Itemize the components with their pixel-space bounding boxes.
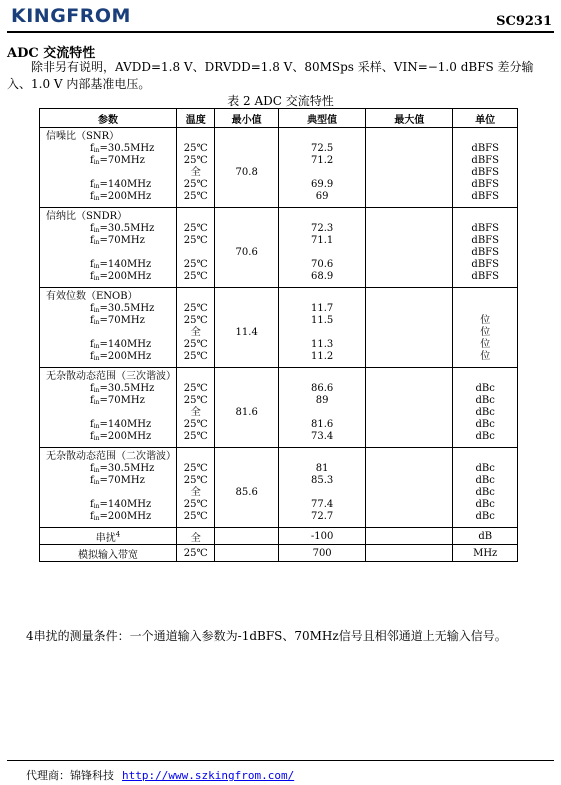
- min-value: [215, 419, 277, 431]
- spec-group-row: [40, 208, 518, 288]
- param-cell: [40, 128, 177, 208]
- typ-value: 11.5: [311, 315, 334, 326]
- min-lines: [215, 371, 277, 443]
- condition-frequency: 140MHz: [107, 259, 152, 270]
- spacer-line: [453, 451, 517, 463]
- subscript-in: in: [93, 227, 100, 234]
- spacer-line: [215, 291, 277, 303]
- temp-value: 全: [190, 407, 201, 418]
- unit-cell: [453, 288, 518, 368]
- unit-value: dBc: [475, 383, 495, 394]
- header-temp: 温度: [177, 109, 215, 128]
- typ-value: 11.7: [311, 303, 334, 314]
- temp-value: 25℃: [183, 315, 208, 326]
- temp-value: 25℃: [183, 463, 208, 474]
- temp-value: [177, 247, 214, 259]
- spacer-line: [215, 451, 277, 463]
- min-value: [215, 339, 277, 351]
- unit-value: 位: [480, 339, 491, 350]
- condition-line: [40, 247, 176, 259]
- subscript-in: in: [93, 319, 100, 326]
- single-param-name: 串扰: [95, 532, 116, 544]
- unit-lines: [453, 211, 517, 283]
- spec-single-row: [40, 545, 518, 562]
- unit-value: dBc: [475, 419, 495, 430]
- condition-line: $f_{in}=140MHz$: [90, 259, 152, 270]
- subscript-in: in: [93, 503, 100, 510]
- header-param: 参数: [40, 109, 177, 128]
- param-lines: [40, 131, 176, 203]
- condition-frequency: 200MHz: [107, 351, 152, 362]
- spacer-line: [279, 131, 365, 143]
- min-value: [215, 223, 277, 235]
- unit-value: dBFS: [471, 179, 499, 190]
- typ-value: 81.6: [311, 419, 334, 430]
- temp-lines: [177, 211, 214, 283]
- subscript-in: in: [93, 263, 100, 270]
- temp-cell: [177, 288, 215, 368]
- temp-cell: [177, 208, 215, 288]
- min-value: 81.6: [235, 407, 258, 418]
- condition-line: [40, 487, 176, 499]
- spacer-line: [453, 211, 517, 223]
- min-value: [215, 395, 277, 407]
- temp-cell: [177, 128, 215, 208]
- param-cell: [40, 448, 177, 528]
- subscript-in: in: [93, 147, 100, 154]
- typ-value: 72.5: [311, 143, 334, 154]
- min-value: [215, 499, 277, 511]
- condition-frequency: 70MHz: [107, 475, 145, 486]
- condition-line: [40, 407, 176, 419]
- condition-line: $f_{in}=70MHz$: [90, 235, 145, 246]
- typ-value: 11.2: [311, 351, 334, 362]
- temp-value: 25℃: [183, 259, 208, 270]
- typ-cell: [278, 208, 365, 288]
- spec-group-row: [40, 368, 518, 448]
- spacer-line: [453, 371, 517, 383]
- typ-cell: [278, 128, 365, 208]
- subscript-in: in: [93, 239, 100, 246]
- single-max-cell: [366, 545, 453, 562]
- unit-value: dBFS: [471, 259, 499, 270]
- condition-frequency: 200MHz: [107, 511, 152, 522]
- param-name: 信纳比（SNDR）: [46, 211, 128, 222]
- min-value: [215, 351, 277, 363]
- subscript-in: in: [93, 479, 100, 486]
- min-value: [215, 143, 277, 155]
- typ-value: 69: [315, 191, 329, 202]
- spacer-line: [453, 291, 517, 303]
- unit-lines: [453, 131, 517, 203]
- unit-cell: [453, 208, 518, 288]
- subscript-in: in: [93, 343, 100, 350]
- temp-value: 25℃: [183, 339, 208, 350]
- spacer-line: [177, 131, 214, 143]
- condition-line: $f_{in}=140MHz$: [90, 179, 152, 190]
- param-lines: [40, 371, 176, 443]
- condition-line: $f_{in}=70MHz$: [90, 155, 145, 166]
- subscript-in: in: [93, 307, 100, 314]
- condition-frequency: 140MHz: [107, 419, 152, 430]
- temp-cell: [177, 368, 215, 448]
- unit-lines: [453, 451, 517, 523]
- spacer-line: [279, 451, 365, 463]
- condition-line: $f_{in}=140MHz$: [90, 499, 152, 510]
- subscript-in: in: [93, 275, 100, 282]
- spec-group-row: [40, 128, 518, 208]
- temp-value: 25℃: [183, 223, 208, 234]
- condition-frequency: 30.5MHz: [107, 383, 155, 394]
- condition-frequency: 70MHz: [107, 395, 145, 406]
- temp-value: 25℃: [183, 143, 208, 154]
- unit-value: 位: [480, 327, 491, 338]
- typ-value: 81: [315, 463, 329, 474]
- condition-line: $f_{in}=200MHz$: [90, 431, 152, 442]
- typ-value: [279, 167, 365, 179]
- condition-frequency: 70MHz: [107, 235, 145, 246]
- unit-lines: [453, 371, 517, 443]
- temp-value: 25℃: [183, 431, 208, 442]
- param-lines: [40, 291, 176, 363]
- condition-line: [40, 167, 176, 179]
- condition-line: $f_{in}=30.5MHz$: [90, 463, 155, 474]
- spec-group-row: [40, 288, 518, 368]
- typ-value: 68.9: [311, 271, 334, 282]
- typ-value: 77.4: [311, 499, 334, 510]
- condition-line: $f_{in}=30.5MHz$: [90, 303, 155, 314]
- condition-line: $f_{in}=70MHz$: [90, 475, 145, 486]
- min-value: [215, 475, 277, 487]
- spacer-line: [279, 371, 365, 383]
- param-name: 信噪比（SNR）: [46, 131, 120, 142]
- min-value: 85.6: [235, 487, 258, 498]
- temp-value: 全: [190, 487, 201, 498]
- min-lines: [215, 211, 277, 283]
- subscript-in: in: [93, 399, 100, 406]
- typ-value: [279, 487, 365, 499]
- single-param-cell: [40, 528, 177, 545]
- unit-value: [453, 303, 517, 315]
- spacer-line: [177, 211, 214, 223]
- unit-cell: [453, 448, 518, 528]
- spacer-line: [279, 211, 365, 223]
- typ-lines: [279, 371, 365, 443]
- condition-frequency: 140MHz: [107, 499, 152, 510]
- unit-value: dBFS: [471, 167, 499, 178]
- unit-lines: [453, 291, 517, 363]
- unit-value: dBFS: [471, 271, 499, 282]
- typ-lines: [279, 291, 365, 363]
- footer-divider: [7, 760, 554, 761]
- typ-lines: [279, 211, 365, 283]
- param-cell: [40, 368, 177, 448]
- spacer-line: [177, 371, 214, 383]
- single-max-cell: [366, 528, 453, 545]
- spacer-line: [177, 451, 214, 463]
- min-value: [215, 191, 277, 203]
- table-body: [40, 128, 518, 562]
- condition-line: [40, 327, 176, 339]
- typ-cell: [278, 288, 365, 368]
- spacer-line: [215, 131, 277, 143]
- temp-value: 25℃: [183, 475, 208, 486]
- typ-value: 89: [315, 395, 329, 406]
- table-caption: 表 2 ADC 交流特性: [227, 94, 334, 108]
- condition-line: $f_{in}=30.5MHz$: [90, 143, 155, 154]
- single-min-cell: [215, 528, 278, 545]
- single-temp-cell: 全: [177, 528, 215, 545]
- max-cell: [366, 288, 453, 368]
- condition-line: $f_{in}=200MHz$: [90, 191, 152, 202]
- typ-value: 71.1: [311, 235, 334, 246]
- min-value: [215, 303, 277, 315]
- condition-frequency: 70MHz: [107, 155, 145, 166]
- max-cell: [366, 368, 453, 448]
- typ-value: 71.2: [311, 155, 334, 166]
- temp-value: 25℃: [183, 351, 208, 362]
- temp-lines: [177, 131, 214, 203]
- unit-value: dBc: [475, 499, 495, 510]
- temp-value: 25℃: [183, 271, 208, 282]
- spec-single-row: [40, 528, 518, 545]
- footnote-ref: 4: [115, 530, 121, 539]
- temp-value: 25℃: [183, 155, 208, 166]
- temp-cell: [177, 448, 215, 528]
- unit-value: 位: [480, 315, 491, 326]
- typ-value: 70.6: [311, 259, 334, 270]
- header-unit: 单位: [453, 109, 518, 128]
- subscript-in: in: [93, 159, 100, 166]
- table-header-row: [40, 109, 518, 128]
- typ-value: 69.9: [311, 179, 334, 190]
- typ-cell: [278, 448, 365, 528]
- temp-value: 25℃: [183, 419, 208, 430]
- typ-value: [279, 407, 365, 419]
- subscript-in: in: [93, 183, 100, 190]
- typ-value: 72.3: [311, 223, 334, 234]
- condition-frequency: 30.5MHz: [107, 303, 155, 314]
- subscript-in: in: [93, 435, 100, 442]
- agent-label: 代理商：锦锋科技: [26, 769, 114, 782]
- temp-value: 25℃: [183, 179, 208, 190]
- min-cell: [215, 368, 278, 448]
- single-param-cell: [40, 545, 177, 562]
- min-value: [215, 315, 277, 327]
- page-header: [7, 2, 554, 32]
- condition-line: $f_{in}=30.5MHz$: [90, 223, 155, 234]
- condition-line: $f_{in}=30.5MHz$: [90, 383, 155, 394]
- max-cell: [366, 448, 453, 528]
- page-footer: [26, 767, 294, 783]
- unit-value: dBc: [475, 487, 495, 498]
- min-cell: [215, 448, 278, 528]
- condition-frequency: 200MHz: [107, 431, 152, 442]
- footnote: 4串扰的测量条件：一个通道输入参数为-1dBFS、70MHz信号且相邻通道上无输入信号。: [26, 629, 507, 643]
- typ-value: 11.3: [311, 339, 334, 350]
- header-min: 最小值: [215, 109, 278, 128]
- unit-cell: [453, 368, 518, 448]
- subscript-in: in: [93, 423, 100, 430]
- condition-frequency: 30.5MHz: [107, 463, 155, 474]
- min-cell: [215, 128, 278, 208]
- temp-value: 25℃: [183, 235, 208, 246]
- website-link[interactable]: http://www.szkingfrom.com/: [122, 769, 295, 782]
- condition-frequency: 70MHz: [107, 315, 145, 326]
- typ-value: 85.3: [311, 475, 334, 486]
- header-max: 最大值: [366, 109, 453, 128]
- spec-group-row: [40, 448, 518, 528]
- single-unit-cell: dB: [453, 528, 518, 545]
- header-typ: 典型值: [278, 109, 365, 128]
- single-param-name: 模拟输入带宽: [78, 549, 138, 561]
- temp-value: 全: [190, 327, 201, 338]
- min-value: 70.8: [235, 167, 258, 178]
- unit-value: dBc: [475, 511, 495, 522]
- min-value: [215, 259, 277, 271]
- unit-value: dBFS: [471, 191, 499, 202]
- min-value: [215, 155, 277, 167]
- min-value: [215, 431, 277, 443]
- temp-lines: [177, 451, 214, 523]
- single-typ-cell: 700: [278, 545, 365, 562]
- min-value: [215, 511, 277, 523]
- temp-value: 25℃: [183, 499, 208, 510]
- single-typ-cell: -100: [278, 528, 365, 545]
- min-cell: [215, 288, 278, 368]
- temp-value: 25℃: [183, 511, 208, 522]
- min-lines: [215, 131, 277, 203]
- subscript-in: in: [93, 195, 100, 202]
- min-value: [215, 235, 277, 247]
- unit-value: dBc: [475, 475, 495, 486]
- typ-value: 86.6: [311, 383, 334, 394]
- header-divider: [7, 31, 554, 33]
- min-value: [215, 179, 277, 191]
- unit-value: dBFS: [471, 155, 499, 166]
- param-name: 有效位数（ENOB）: [46, 291, 138, 302]
- unit-value: dBFS: [471, 247, 499, 258]
- typ-value: 73.4: [311, 431, 334, 442]
- condition-line: $f_{in}=140MHz$: [90, 419, 152, 430]
- condition-line: $f_{in}=140MHz$: [90, 339, 152, 350]
- spacer-line: [177, 291, 214, 303]
- min-value: [215, 383, 277, 395]
- temp-lines: [177, 291, 214, 363]
- param-name: 无杂散动态范围（三次谐波）: [46, 371, 176, 382]
- max-cell: [366, 128, 453, 208]
- subscript-in: in: [93, 387, 100, 394]
- condition-frequency: 200MHz: [107, 271, 152, 282]
- condition-line: $f_{in}=70MHz$: [90, 315, 145, 326]
- param-lines: [40, 211, 176, 283]
- section-title: ADC 交流特性: [7, 46, 96, 61]
- spacer-line: [215, 211, 277, 223]
- company-logo: KINGFROM: [11, 5, 131, 27]
- condition-frequency: 30.5MHz: [107, 223, 155, 234]
- single-unit-cell: MHz: [453, 545, 518, 562]
- temp-value: 25℃: [183, 395, 208, 406]
- min-value: [215, 271, 277, 283]
- condition-line: $f_{in}=200MHz$: [90, 351, 152, 362]
- subscript-in: in: [93, 467, 100, 474]
- temp-value: 全: [190, 167, 201, 178]
- single-min-cell: [215, 545, 278, 562]
- min-value: [215, 463, 277, 475]
- min-lines: [215, 291, 277, 363]
- temp-value: 25℃: [183, 303, 208, 314]
- typ-value: [279, 327, 365, 339]
- max-cell: [366, 208, 453, 288]
- spacer-line: [453, 131, 517, 143]
- param-cell: [40, 288, 177, 368]
- spacer-line: [279, 291, 365, 303]
- min-lines: [215, 451, 277, 523]
- subscript-in: in: [93, 515, 100, 522]
- unit-value: dBc: [475, 431, 495, 442]
- param-name: 无杂散动态范围（二次谐波）: [46, 451, 176, 462]
- unit-value: dBc: [475, 395, 495, 406]
- condition-frequency: 140MHz: [107, 339, 152, 350]
- unit-value: dBFS: [471, 223, 499, 234]
- unit-value: dBFS: [471, 235, 499, 246]
- unit-value: dBc: [475, 463, 495, 474]
- unit-cell: [453, 128, 518, 208]
- temp-value: 25℃: [183, 191, 208, 202]
- param-cell: [40, 208, 177, 288]
- param-lines: [40, 451, 176, 523]
- condition-line: $f_{in}=200MHz$: [90, 271, 152, 282]
- min-value: 70.6: [235, 247, 258, 258]
- temp-value: 25℃: [183, 383, 208, 394]
- spacer-line: [215, 371, 277, 383]
- condition-frequency: 200MHz: [107, 191, 152, 202]
- temp-lines: [177, 371, 214, 443]
- typ-cell: [278, 368, 365, 448]
- adc-ac-spec-table: [39, 108, 518, 562]
- typ-lines: [279, 451, 365, 523]
- typ-value: [279, 247, 365, 259]
- model-number: SC9231: [496, 14, 552, 29]
- min-cell: [215, 208, 278, 288]
- condition-frequency: 30.5MHz: [107, 143, 155, 154]
- typ-value: 72.7: [311, 511, 334, 522]
- unit-value: 位: [480, 351, 491, 362]
- single-temp-cell: 25℃: [177, 545, 215, 562]
- unit-value: dBFS: [471, 143, 499, 154]
- min-value: 11.4: [235, 327, 258, 338]
- typ-lines: [279, 131, 365, 203]
- condition-line: $f_{in}=70MHz$: [90, 395, 145, 406]
- condition-line: $f_{in}=200MHz$: [90, 511, 152, 522]
- subscript-in: in: [93, 355, 100, 362]
- unit-value: dBc: [475, 407, 495, 418]
- condition-frequency: 140MHz: [107, 179, 152, 190]
- intro-paragraph: 除非另有说明，AVDD=1.8 V、DRVDD=1.8 V、80MSps 采样、VIN=−1.0 dBFS 差分输入、1.0 V 内部基准电压。: [7, 60, 534, 91]
